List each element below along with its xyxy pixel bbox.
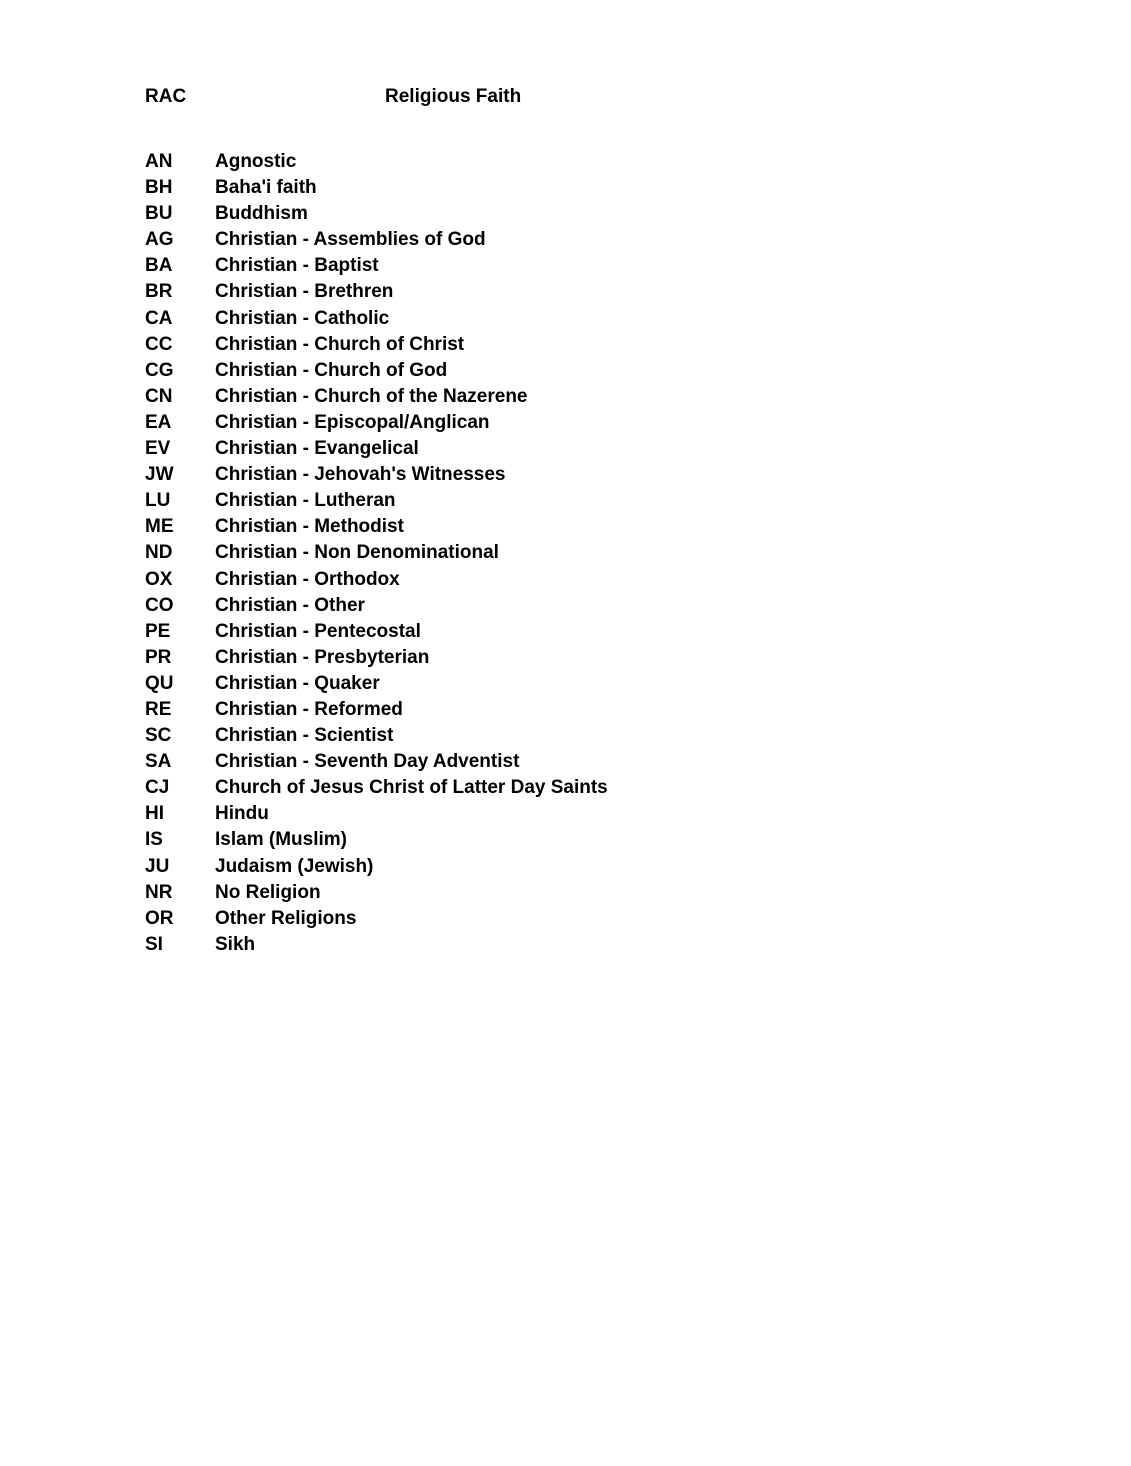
religion-name: No Religion — [215, 881, 321, 903]
religion-name: Christian - Orthodox — [215, 568, 400, 590]
religion-code: BH — [145, 177, 173, 199]
religion-code: EA — [145, 411, 172, 433]
religion-name: Christian - Seventh Day Adventist — [215, 751, 520, 773]
religion-code: JU — [145, 855, 170, 877]
religion-name: Christian - Pentecostal — [215, 620, 421, 642]
list-item — [145, 253, 845, 279]
religion-name: Other Religions — [215, 907, 357, 929]
religion-code: CG — [145, 359, 174, 381]
religion-name: Christian - Scientist — [215, 725, 394, 747]
religion-name: Agnostic — [215, 151, 297, 172]
list-item — [145, 227, 845, 253]
religion-code: SA — [145, 751, 172, 773]
religion-code: RE — [145, 698, 172, 720]
list-item — [145, 749, 845, 775]
list-item — [145, 854, 845, 880]
religion-code: JW — [145, 464, 174, 486]
religion-name: Christian - Presbyterian — [215, 646, 430, 668]
list-item — [145, 436, 845, 462]
religion-name: Christian - Methodist — [215, 516, 404, 538]
religion-code: ND — [145, 542, 173, 564]
religion-code: BR — [145, 281, 173, 303]
list-item — [145, 906, 845, 932]
list-item — [145, 462, 845, 488]
religion-code: AN — [145, 151, 173, 172]
list-item — [145, 801, 845, 827]
religion-code: NR — [145, 881, 173, 903]
list-item — [145, 645, 845, 671]
religion-name: Sikh — [215, 933, 256, 955]
religion-name: Christian - Brethren — [215, 281, 394, 303]
list-item — [145, 332, 845, 358]
list-item — [145, 149, 845, 175]
religion-code: IS — [145, 829, 163, 851]
religion-code: CJ — [145, 777, 170, 799]
list-item — [145, 723, 845, 749]
religion-code: AG — [145, 229, 174, 251]
religion-code: PR — [145, 646, 172, 668]
religion-name: Christian - Other — [215, 594, 365, 616]
list-item — [145, 384, 845, 410]
list-item — [145, 488, 845, 514]
religion-name: Christian - Catholic — [215, 307, 390, 329]
list-item — [145, 932, 845, 958]
religion-code: CN — [145, 385, 173, 407]
religion-code: ME — [145, 516, 174, 538]
religion-name: Christian - Quaker — [215, 672, 380, 694]
religion-name: Christian - Lutheran — [215, 490, 396, 512]
table-header — [145, 86, 745, 112]
religion-name: Christian - Church of Christ — [215, 333, 465, 355]
list-item — [145, 880, 845, 906]
faith-column-header: Religious Faith — [385, 86, 522, 107]
religion-name: Buddhism — [215, 203, 308, 225]
religion-name: Christian - Baptist — [215, 255, 379, 277]
list-item — [145, 410, 845, 436]
code-column-header: RAC — [145, 86, 187, 107]
list-item — [145, 540, 845, 566]
religion-name: Judaism (Jewish) — [215, 855, 374, 877]
list-item — [145, 175, 845, 201]
religion-name: Christian - Assemblies of God — [215, 229, 486, 251]
religion-name: Christian - Church of God — [215, 359, 448, 381]
religion-name: Baha'i faith — [215, 177, 317, 199]
religion-code: SC — [145, 725, 172, 747]
religion-code: EV — [145, 438, 171, 460]
religion-name: Christian - Jehovah's Witnesses — [215, 464, 506, 486]
religion-code: CO — [145, 594, 174, 616]
list-item — [145, 775, 845, 801]
religion-code: BA — [145, 255, 173, 277]
religion-code: OR — [145, 907, 174, 929]
list-item — [145, 279, 845, 305]
religion-code: BU — [145, 203, 173, 225]
religion-code: CA — [145, 307, 173, 329]
list-item — [145, 358, 845, 384]
list-item — [145, 593, 845, 619]
religion-code: CC — [145, 333, 173, 355]
list-item — [145, 306, 845, 332]
religion-name: Christian - Episcopal/Anglican — [215, 411, 490, 433]
religion-code-list — [145, 149, 845, 958]
list-item — [145, 567, 845, 593]
religion-code: HI — [145, 803, 164, 825]
religion-code: PE — [145, 620, 171, 642]
religion-name: Christian - Reformed — [215, 698, 403, 720]
religion-name: Hindu — [215, 803, 269, 825]
religion-name: Islam (Muslim) — [215, 829, 347, 851]
religion-code: SI — [145, 933, 163, 955]
religion-name: Church of Jesus Christ of Latter Day Saints — [215, 777, 608, 799]
religion-name: Christian - Non Denominational — [215, 542, 499, 564]
religion-code: QU — [145, 672, 174, 694]
religion-name: Christian - Church of the Nazerene — [215, 385, 528, 407]
list-item — [145, 827, 845, 853]
religion-name: Christian - Evangelical — [215, 438, 419, 460]
list-item — [145, 514, 845, 540]
list-item — [145, 201, 845, 227]
list-item — [145, 619, 845, 645]
list-item — [145, 697, 845, 723]
list-item — [145, 671, 845, 697]
religion-code: OX — [145, 568, 173, 590]
religion-code: LU — [145, 490, 171, 512]
